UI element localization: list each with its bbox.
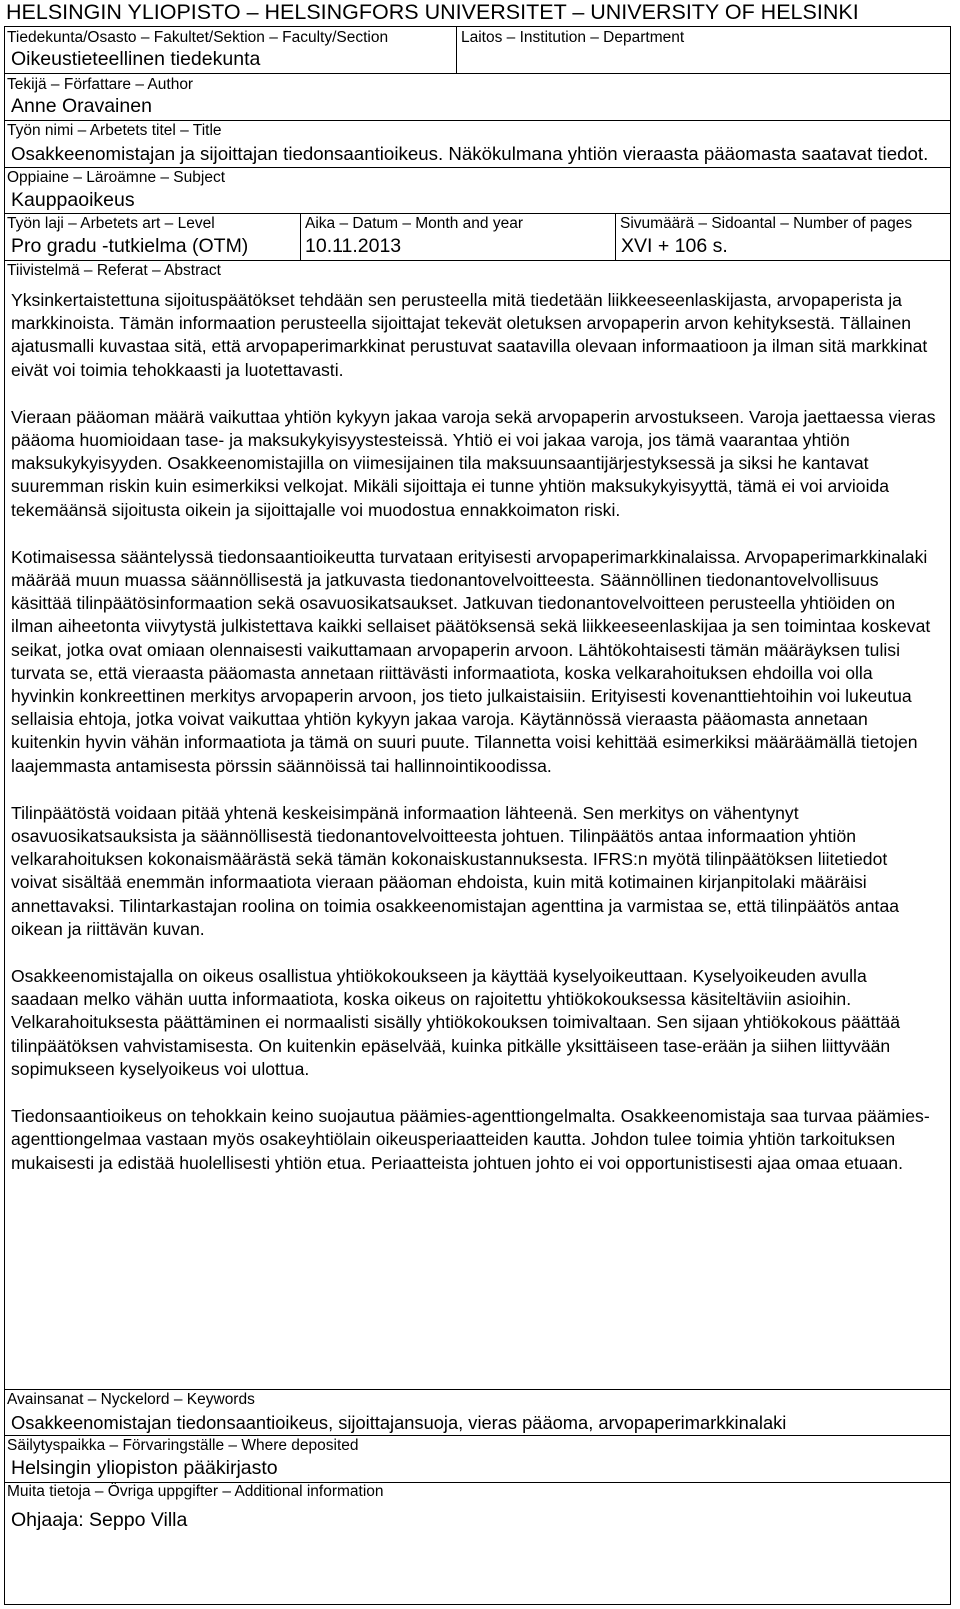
level-label: Työn laji – Arbetets art – Level bbox=[7, 215, 215, 232]
faculty-label: Tiedekunta/Osasto – Fakultet/Sektion – Faculty/Section bbox=[7, 29, 389, 46]
faculty-value: Oikeustieteellinen tiedekunta bbox=[11, 48, 261, 70]
abstract-paragraph: Vieraan pääoman määrä vaikuttaa yhtiön kykyyn jakaa varoja sekä arvopaperin arvostukseen. Varoja jaettaessa vieras pääoma huomioidaan tase- ja maksukykyisyystesteissä. Yhtiö ei voi jakaa varoja, jos tämä vaarantaa yhtiön maksukykyisyyden. Osakkeenomistajilla on viimesijainen tila maksuunsaantijärjestyksessä ja siksi he kantavat suuremman riskin kuin esimerkiksi velkojat. Mikäli sijoittaja ei tunne yhtiön maksukykyisyyttä, tämä ei voi arvioida tekemäänsä sijoitusta oikein ja sijoittajalle voi muodostua ennakkoimaton riski. bbox=[11, 406, 936, 520]
university-header: HELSINGIN YLIOPISTO – HELSINGFORS UNIVERSITET – UNIVERSITY OF HELSINKI bbox=[6, 0, 859, 24]
author-label: Tekijä – Författare – Author bbox=[7, 76, 194, 93]
level-date-divider bbox=[300, 213, 301, 260]
keywords-value: Osakkeenomistajan tiedonsaantioikeus, sijoittajansuoja, vieras pääoma, arvopaperimarkkinalaki bbox=[11, 1412, 787, 1433]
divider-faculty bbox=[5, 73, 950, 74]
abstract-label: Tiivistelmä – Referat – Abstract bbox=[7, 262, 221, 279]
date-pages-divider bbox=[615, 213, 616, 260]
department-label: Laitos – Institution – Department bbox=[461, 29, 685, 46]
divider-title bbox=[5, 167, 950, 168]
divider-level bbox=[5, 260, 950, 261]
keywords-label: Avainsanat – Nyckelord – Keywords bbox=[7, 1391, 255, 1408]
level-value: Pro gradu -tutkielma (OTM) bbox=[11, 235, 249, 257]
title-value: Osakkeenomistajan ja sijoittajan tiedonsaantioikeus. Näkökulmana yhtiön vieraasta pääomasta saatavat tiedot. bbox=[11, 143, 929, 164]
deposited-label: Säilytyspaikka – Förvaringställe – Where deposited bbox=[7, 1437, 359, 1454]
additional-label: Muita tietoja – Övriga uppgifter – Additional information bbox=[7, 1483, 384, 1500]
subject-label: Oppiaine – Läroämne – Subject bbox=[7, 169, 226, 186]
pages-label: Sivumäärä – Sidoantal – Number of pages bbox=[620, 215, 913, 232]
divider-subject bbox=[5, 213, 950, 214]
abstract-paragraph: Tiedonsaantioikeus on tehokkain keino suojautua päämies-agenttiongelmalta. Osakkeenomistaja saa turvaa päämies-agenttiongelmaa vastaan myös osakeyhtiölain oikeusperiaatteiden kautta. Johdon tulee toimia yhtiön tarkoituksen mukaisesti ja edistää huolellisesti yhtiön etua. Periaatteista johtuen johto ei voi opportunistisesti ajaa omaa etuaan. bbox=[11, 1106, 930, 1173]
date-label: Aika – Datum – Month and year bbox=[305, 215, 523, 232]
subject-value: Kauppaoikeus bbox=[11, 189, 135, 211]
pages-value: XVI + 106 s. bbox=[621, 235, 728, 257]
faculty-department-divider bbox=[456, 27, 457, 73]
title-label: Työn nimi – Arbetets titel – Title bbox=[7, 122, 222, 139]
abstract-paragraph: Tilinpäätöstä voidaan pitää yhtenä keskeisimpänä informaation lähteenä. Sen merkitys on vähentynyt osavuosikatsauksista ja säännöllisestä tiedonantovelvoitteesta johtuen. Tilinpäätös antaa informaation yhtiön velkarahoituksen kokonaismäärästä sekä tämän kokonaiskustannuksesta. IFRS:n myötä tilinpäätöksen liitetiedot voivat sisältää enemmän informaatiota vieraan pääoman ehdoista, kuin mitä kotimainen kirjanpitolaki määräisi annettavaksi. Tilintarkastajan roolina on toimia osakkeenomistajan agenttina ja varmistaa se, että tilinpäätös antaa oikean ja riittävän kuvan. bbox=[11, 802, 900, 939]
abstract-paragraph: Kotimaisessa sääntelyssä tiedonsaantioikeutta turvataan erityisesti arvopaperimarkkinalaissa. Arvopaperimarkkinalaki määrää muun muassa säännöllisestä ja jatkuvasta tiedonantovelvoitteesta. Säännöllinen tiedonantovelvollisuus käsittää tilinpäätösinformaation sekä osavuosikatsaukset. Jatkuvan tiedonantovelvoitteen perusteella yhtiöiden on ilman aiheetonta viivytystä julkistettava kaikki sellaiset päätöksensä sekä liikkeeseenlaskijaa ja sen toimintaa koskevat seikat, jotka ovat omiaan olennaisesti vaikuttamaan arvopaperin arvoon. Lähtökohtaisesti tämän määräyksen tulisi turvata se, että vieraasta pääomasta annetaan riittävästi informaatiota, koska velkarahoituksen ehdoilla voi olla hyvinkin konkreettinen merkitys arvopaperin arvoon, jos tieto julkaistaisiin. Erityisesti kovenanttiehtoihin voi lukeutua sellaisia ehtoja, jotka voivat vaikuttaa yhtiön kykyyn jakaa varoja. Käytännössä vieraasta pääomasta annetaan kuitenkin hyvin vähän informaatiota ja tämä on suuri puute. Tilannetta voisi kehittää esimerkiksi määräämällä tietojen laajemmasta antamisesta pörssin säännöissä tai hallinnointikoodissa. bbox=[11, 546, 931, 776]
abstract-paragraph: Yksinkertaistettuna sijoituspäätökset tehdään sen perusteella mitä tiedetään liikkeeseenlaskijasta, arvopaperista ja markkinoista. Tämän informaation perusteella sijoittajat tekevät oletuksen arvopaperin arvon kehityksestä. Tällainen ajatusmalli kuvastaa sitä, että arvopaperimarkkinat perustuvat saatavilla olevaan informaatioon ja ilman sitä markkinat eivät voi toimia tehokkaasti ja luotettavasti. bbox=[11, 290, 928, 380]
abstract-body bbox=[11, 289, 936, 1199]
date-value: 10.11.2013 bbox=[305, 235, 402, 257]
divider-author bbox=[5, 120, 950, 121]
divider-abstract bbox=[5, 1389, 950, 1390]
abstract-paragraph: Osakkeenomistajalla on oikeus osallistua yhtiökokoukseen ja käyttää kyselyoikeuttaan. Kyselyoikeuden avulla saadaan melko vähän uutta informaatiota, koska oikeus on rajoitettu yhtiökokouksessa käsiteltäviin asioihin. Velkarahoituksesta päättäminen ei normaalisti sisälly yhtiökokouksen toimivaltaan. Sen sijaan yhtiökokous päättää tilinpäätöksen vahvistamisesta. On kuitenkin epäselvää, kuinka pitkälle yksittäiseen tase-erään ja siihen liittyvään sopimukseen kyselyoikeus voi ulottua. bbox=[11, 966, 900, 1079]
abstract-form bbox=[4, 26, 951, 1605]
deposited-value: Helsingin yliopiston pääkirjasto bbox=[11, 1457, 278, 1479]
author-value: Anne Oravainen bbox=[11, 95, 152, 117]
additional-value: Ohjaaja: Seppo Villa bbox=[11, 1509, 188, 1531]
divider-keywords bbox=[5, 1435, 950, 1436]
